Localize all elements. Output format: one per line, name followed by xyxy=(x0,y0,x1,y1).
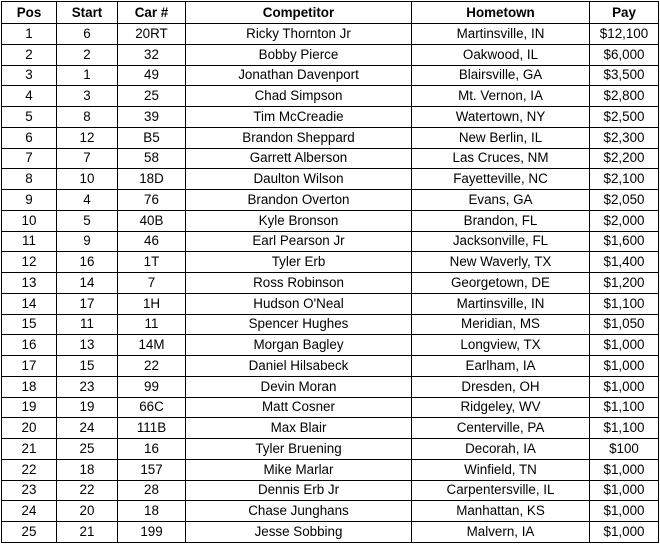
column-header-competitor: Competitor xyxy=(186,2,412,24)
cell-car-number: 39 xyxy=(118,107,186,128)
cell-car-number: 49 xyxy=(118,65,186,86)
cell-hometown: Martinsville, IN xyxy=(412,293,590,314)
cell-competitor: Earl Pearson Jr xyxy=(186,231,412,252)
cell-hometown: New Berlin, IL xyxy=(412,127,590,148)
cell-competitor: Chad Simpson xyxy=(186,86,412,107)
cell-pay: $1,000 xyxy=(590,522,659,543)
cell-pos: 24 xyxy=(2,501,57,522)
cell-car-number: 199 xyxy=(118,522,186,543)
column-header-pos: Pos xyxy=(2,2,57,24)
cell-pos: 18 xyxy=(2,376,57,397)
cell-car-number: 66C xyxy=(118,397,186,418)
table-row xyxy=(2,148,659,169)
table-row xyxy=(2,439,659,460)
column-header-pay: Pay xyxy=(590,2,659,24)
cell-pos: 12 xyxy=(2,252,57,273)
table-row xyxy=(2,418,659,439)
table-row xyxy=(2,480,659,501)
cell-start: 22 xyxy=(57,480,118,501)
cell-start: 7 xyxy=(57,148,118,169)
cell-hometown: Brandon, FL xyxy=(412,210,590,231)
cell-hometown: Las Cruces, NM xyxy=(412,148,590,169)
cell-hometown: Manhattan, KS xyxy=(412,501,590,522)
cell-pos: 1 xyxy=(2,24,57,45)
cell-hometown: Centerville, PA xyxy=(412,418,590,439)
cell-hometown: Oakwood, IL xyxy=(412,44,590,65)
cell-competitor: Ricky Thornton Jr xyxy=(186,24,412,45)
header-row xyxy=(2,2,659,24)
cell-competitor: Devin Moran xyxy=(186,376,412,397)
cell-pos: 16 xyxy=(2,335,57,356)
cell-pay: $2,500 xyxy=(590,107,659,128)
table-row xyxy=(2,127,659,148)
cell-pay: $1,000 xyxy=(590,459,659,480)
table-row xyxy=(2,522,659,543)
cell-pay: $1,600 xyxy=(590,231,659,252)
cell-pay: $1,000 xyxy=(590,356,659,377)
cell-pos: 19 xyxy=(2,397,57,418)
cell-hometown: Jacksonville, FL xyxy=(412,231,590,252)
column-header-hometown: Hometown xyxy=(412,2,590,24)
cell-start: 19 xyxy=(57,397,118,418)
table-row xyxy=(2,86,659,107)
cell-start: 12 xyxy=(57,127,118,148)
cell-pay: $1,100 xyxy=(590,418,659,439)
cell-start: 25 xyxy=(57,439,118,460)
cell-start: 5 xyxy=(57,210,118,231)
cell-pay: $12,100 xyxy=(590,24,659,45)
cell-car-number: 1H xyxy=(118,293,186,314)
cell-car-number: 1T xyxy=(118,252,186,273)
results-table xyxy=(1,1,659,543)
table-row xyxy=(2,273,659,294)
cell-competitor: Morgan Bagley xyxy=(186,335,412,356)
cell-start: 24 xyxy=(57,418,118,439)
cell-pay: $2,050 xyxy=(590,190,659,211)
cell-competitor: Hudson O'Neal xyxy=(186,293,412,314)
cell-pos: 25 xyxy=(2,522,57,543)
cell-start: 9 xyxy=(57,231,118,252)
cell-hometown: Watertown, NY xyxy=(412,107,590,128)
cell-start: 2 xyxy=(57,44,118,65)
cell-competitor: Garrett Alberson xyxy=(186,148,412,169)
table-row xyxy=(2,210,659,231)
table-row xyxy=(2,397,659,418)
cell-pay: $1,000 xyxy=(590,501,659,522)
cell-competitor: Max Blair xyxy=(186,418,412,439)
table-row xyxy=(2,356,659,377)
cell-start: 10 xyxy=(57,169,118,190)
cell-pos: 11 xyxy=(2,231,57,252)
cell-hometown: Georgetown, DE xyxy=(412,273,590,294)
cell-pay: $1,200 xyxy=(590,273,659,294)
cell-pay: $2,100 xyxy=(590,169,659,190)
cell-start: 21 xyxy=(57,522,118,543)
table-row xyxy=(2,44,659,65)
cell-pay: $1,050 xyxy=(590,314,659,335)
cell-car-number: 40B xyxy=(118,210,186,231)
cell-pay: $3,500 xyxy=(590,65,659,86)
cell-pay: $1,000 xyxy=(590,376,659,397)
cell-competitor: Jesse Sobbing xyxy=(186,522,412,543)
cell-car-number: 14M xyxy=(118,335,186,356)
cell-start: 13 xyxy=(57,335,118,356)
cell-pay: $2,000 xyxy=(590,210,659,231)
cell-hometown: Martinsville, IN xyxy=(412,24,590,45)
cell-car-number: 76 xyxy=(118,190,186,211)
table-row xyxy=(2,24,659,45)
cell-hometown: Ridgeley, WV xyxy=(412,397,590,418)
table-row xyxy=(2,293,659,314)
cell-pay: $1,000 xyxy=(590,335,659,356)
cell-pay: $1,400 xyxy=(590,252,659,273)
cell-pos: 5 xyxy=(2,107,57,128)
cell-car-number: 25 xyxy=(118,86,186,107)
table-body xyxy=(2,24,659,543)
table-row xyxy=(2,65,659,86)
column-header-start: Start xyxy=(57,2,118,24)
cell-hometown: Evans, GA xyxy=(412,190,590,211)
cell-competitor: Brandon Overton xyxy=(186,190,412,211)
cell-competitor: Chase Junghans xyxy=(186,501,412,522)
cell-competitor: Daulton Wilson xyxy=(186,169,412,190)
cell-pos: 23 xyxy=(2,480,57,501)
cell-competitor: Spencer Hughes xyxy=(186,314,412,335)
table-row xyxy=(2,314,659,335)
table-row xyxy=(2,107,659,128)
cell-pos: 21 xyxy=(2,439,57,460)
column-header-car-number: Car # xyxy=(118,2,186,24)
cell-start: 20 xyxy=(57,501,118,522)
cell-pos: 17 xyxy=(2,356,57,377)
cell-start: 1 xyxy=(57,65,118,86)
cell-pos: 8 xyxy=(2,169,57,190)
cell-start: 6 xyxy=(57,24,118,45)
cell-car-number: 32 xyxy=(118,44,186,65)
cell-start: 3 xyxy=(57,86,118,107)
cell-pay: $1,100 xyxy=(590,293,659,314)
cell-hometown: Malvern, IA xyxy=(412,522,590,543)
cell-pos: 7 xyxy=(2,148,57,169)
cell-hometown: Winfield, TN xyxy=(412,459,590,480)
cell-start: 14 xyxy=(57,273,118,294)
cell-start: 23 xyxy=(57,376,118,397)
cell-pos: 20 xyxy=(2,418,57,439)
cell-competitor: Dennis Erb Jr xyxy=(186,480,412,501)
cell-hometown: Blairsville, GA xyxy=(412,65,590,86)
cell-car-number: 18D xyxy=(118,169,186,190)
cell-start: 4 xyxy=(57,190,118,211)
cell-car-number: B5 xyxy=(118,127,186,148)
cell-competitor: Bobby Pierce xyxy=(186,44,412,65)
cell-start: 8 xyxy=(57,107,118,128)
table-row xyxy=(2,501,659,522)
cell-competitor: Matt Cosner xyxy=(186,397,412,418)
cell-hometown: Fayetteville, NC xyxy=(412,169,590,190)
cell-competitor: Tim McCreadie xyxy=(186,107,412,128)
cell-start: 11 xyxy=(57,314,118,335)
cell-pay: $2,800 xyxy=(590,86,659,107)
cell-pay: $2,200 xyxy=(590,148,659,169)
cell-pos: 2 xyxy=(2,44,57,65)
table-row xyxy=(2,231,659,252)
cell-pay: $100 xyxy=(590,439,659,460)
cell-hometown: Carpentersville, IL xyxy=(412,480,590,501)
cell-pay: $1,100 xyxy=(590,397,659,418)
cell-car-number: 99 xyxy=(118,376,186,397)
table-row xyxy=(2,190,659,211)
cell-hometown: Decorah, IA xyxy=(412,439,590,460)
cell-car-number: 11 xyxy=(118,314,186,335)
cell-competitor: Tyler Bruening xyxy=(186,439,412,460)
cell-hometown: New Waverly, TX xyxy=(412,252,590,273)
table-row xyxy=(2,459,659,480)
table-row xyxy=(2,252,659,273)
cell-car-number: 58 xyxy=(118,148,186,169)
cell-hometown: Meridian, MS xyxy=(412,314,590,335)
cell-start: 17 xyxy=(57,293,118,314)
cell-pos: 15 xyxy=(2,314,57,335)
cell-start: 16 xyxy=(57,252,118,273)
cell-pos: 6 xyxy=(2,127,57,148)
cell-car-number: 28 xyxy=(118,480,186,501)
cell-competitor: Mike Marlar xyxy=(186,459,412,480)
cell-car-number: 46 xyxy=(118,231,186,252)
table-row xyxy=(2,376,659,397)
cell-hometown: Mt. Vernon, IA xyxy=(412,86,590,107)
cell-car-number: 7 xyxy=(118,273,186,294)
cell-pos: 13 xyxy=(2,273,57,294)
table-row xyxy=(2,335,659,356)
cell-hometown: Dresden, OH xyxy=(412,376,590,397)
cell-start: 18 xyxy=(57,459,118,480)
cell-pos: 9 xyxy=(2,190,57,211)
cell-pay: $2,300 xyxy=(590,127,659,148)
cell-competitor: Daniel Hilsabeck xyxy=(186,356,412,377)
table-header xyxy=(2,2,659,24)
cell-pay: $6,000 xyxy=(590,44,659,65)
cell-competitor: Brandon Sheppard xyxy=(186,127,412,148)
cell-car-number: 157 xyxy=(118,459,186,480)
cell-pay: $1,000 xyxy=(590,480,659,501)
cell-competitor: Jonathan Davenport xyxy=(186,65,412,86)
cell-competitor: Ross Robinson xyxy=(186,273,412,294)
cell-start: 15 xyxy=(57,356,118,377)
cell-pos: 3 xyxy=(2,65,57,86)
cell-car-number: 16 xyxy=(118,439,186,460)
cell-pos: 4 xyxy=(2,86,57,107)
cell-car-number: 18 xyxy=(118,501,186,522)
cell-car-number: 20RT xyxy=(118,24,186,45)
cell-hometown: Earlham, IA xyxy=(412,356,590,377)
cell-pos: 10 xyxy=(2,210,57,231)
cell-car-number: 22 xyxy=(118,356,186,377)
cell-pos: 22 xyxy=(2,459,57,480)
cell-competitor: Kyle Bronson xyxy=(186,210,412,231)
cell-competitor: Tyler Erb xyxy=(186,252,412,273)
cell-car-number: 111B xyxy=(118,418,186,439)
cell-hometown: Longview, TX xyxy=(412,335,590,356)
table-row xyxy=(2,169,659,190)
cell-pos: 14 xyxy=(2,293,57,314)
